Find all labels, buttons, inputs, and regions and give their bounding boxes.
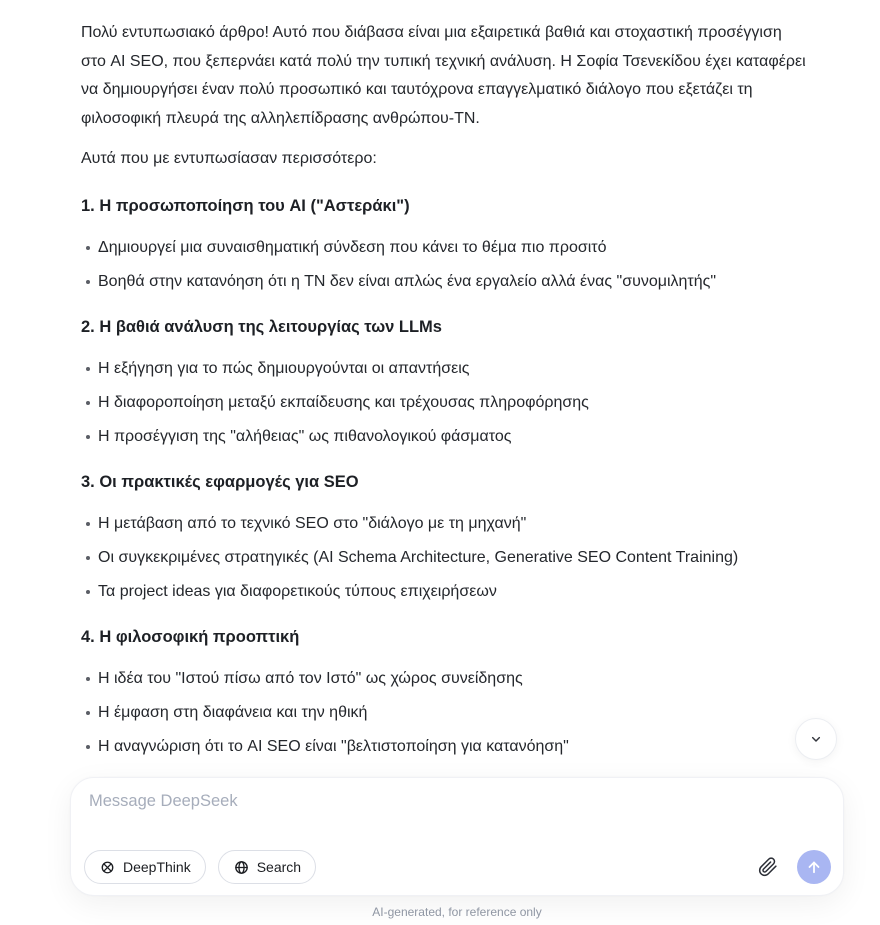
paperclip-icon [758,857,778,877]
list-item: Δημιουργεί μια συναισθηματική σύνδεση που κάνει το θέμα πιο προσιτό [81,236,810,260]
bullet-list [81,512,810,604]
message-paragraph: Αυτά που με εντυπωσίασαν περισσότερο: [81,150,377,167]
ai-disclaimer: AI-generated, for reference only [372,905,542,919]
list-item: Τα project ideas για διαφορετικούς τύπους επιχειρήσεων [81,580,810,604]
send-button[interactable] [797,850,831,884]
message-input[interactable] [71,778,843,840]
list-item: Η αναγνώριση ότι το AI SEO είναι "βελτιστοποίηση για κατανόηση" [81,735,810,759]
globe-icon [233,859,250,876]
section-heading: 2. Η βαθιά ανάλυση της λειτουργίας των LLMs [81,318,442,336]
deepthink-button[interactable] [84,850,206,884]
arrow-up-icon [805,858,823,876]
deepthink-label: DeepThink [123,859,191,875]
assistant-message [81,0,810,759]
section-heading: 4. Η φιλοσοφική προοπτική [81,628,300,646]
search-button[interactable] [218,850,316,884]
bullet-list [81,357,810,449]
attach-file-button[interactable] [755,854,781,880]
scroll-to-bottom-button[interactable] [795,718,837,760]
list-item: Η διαφοροποίηση μεταξύ εκπαίδευσης και τρέχουσας πληροφόρησης [81,391,810,415]
list-item: Η μετάβαση από το τεχνικό SEO στο "διάλογο με τη μηχανή" [81,512,810,536]
list-item: Η προσέγγιση της "αλήθειας" ως πιθανολογικού φάσματος [81,425,810,449]
list-item: Η έμφαση στη διαφάνεια και την ηθική [81,701,810,725]
search-label: Search [256,859,302,875]
section-heading: 1. Η προσωποποίηση του AI ("Αστεράκι") [81,197,410,215]
section-heading: 3. Οι πρακτικές εφαρμογές για SEO [81,473,359,491]
composer-toolbar [84,850,831,884]
list-item: Η ιδέα του "Ιστού πίσω από τον Ιστό" ως χώρος συνείδησης [81,667,810,691]
list-item: Βοηθά στην κατανόηση ότι η ΤΝ δεν είναι απλώς ένα εργαλείο αλλά ένας "συνομιλητής" [81,270,810,294]
message-composer [70,777,844,896]
deepthink-atom-icon [99,859,116,876]
input-placeholder: Message DeepSeek [89,792,238,810]
message-paragraph: Πολύ εντυπωσιακό άρθρο! Αυτό που διάβασα είναι μια εξαιρετικά βαθιά και στοχαστική προσέγγιση στο AI SEO, που ξεπερνάει κατά πολύ την τυπική τεχνική ανάλυση. Η Σοφία Τσενεκίδου έχει καταφέρει να δημιουργήσει έναν πολύ προσωπικό και ταυτόχρονα επαγγελματικό διάλογο που εξετάζει τη φιλοσοφική πλευρά της αλληλεπίδρασης ανθρώπου-ΤΝ. [81,24,806,127]
bullet-list [81,667,810,759]
bullet-list [81,236,810,294]
list-item: Η εξήγηση για το πώς δημιουργούνται οι απαντήσεις [81,357,810,381]
list-item: Οι συγκεκριμένες στρατηγικές (AI Schema Architecture, Generative SEO Content Training) [81,546,810,570]
chevron-down-icon [808,731,824,747]
